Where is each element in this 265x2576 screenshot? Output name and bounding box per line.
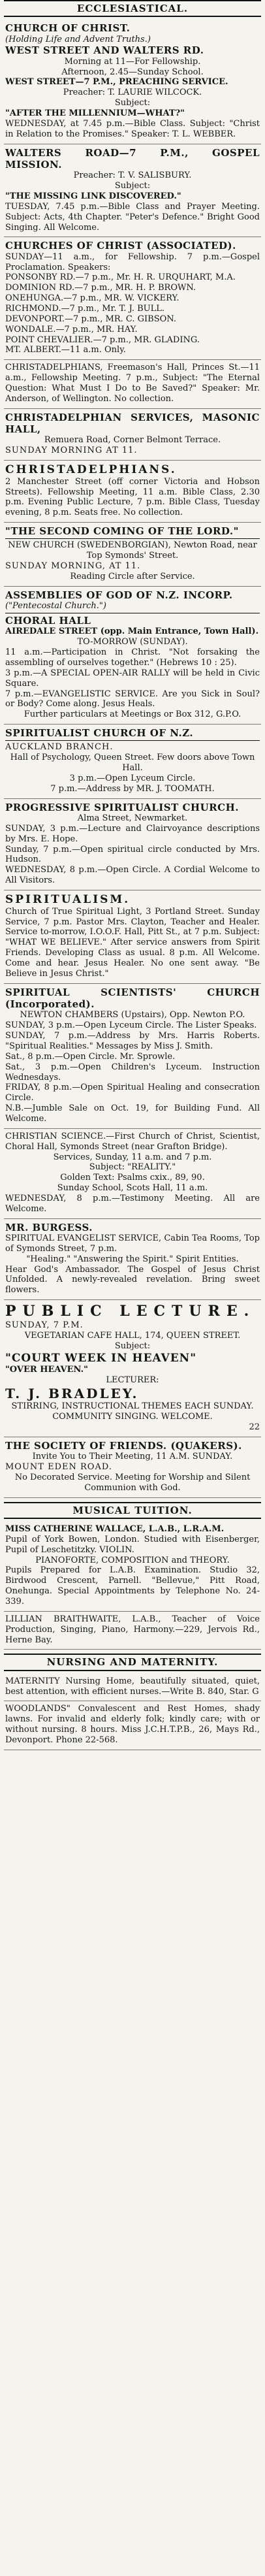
ad-line: Sunday, 7 p.m.—Open spiritual circle conducted by Mrs. Hudson. (5, 844, 260, 865)
ad-line: POINT CHEVALIER.—7 p.m., MR. GLADING. (5, 334, 200, 345)
ad-line: "THE SECOND COMING OF THE LORD." (5, 525, 239, 538)
ad-line: 7 p.m.—Address by MR. J. TOOMATH. (50, 783, 215, 794)
ad-line: MATERNITY Nursing Home, beautifully situated, quiet, best attention, with efficient nurses.—Write B. 840, Star. G (5, 1676, 260, 1697)
ad-line: SUNDAY MORNING AT 11. (5, 446, 138, 456)
ad-line: WEST STREET—7 P.M., PREACHING SERVICE. (5, 77, 228, 88)
advertisement (4, 20, 261, 144)
advertisement (4, 1612, 261, 1650)
ad-line: SPIRITUALIST CHURCH OF N.Z. (5, 727, 194, 740)
ad-line: Pupils Prepared for L.A.B. Examination. Studio 32, Birdwood Crescent, Parnell. "Bellevue," Pitt Road, Onehunga. Special Appointments by Telephone No. 24-339. (5, 1565, 260, 1607)
ad-line: "AFTER THE MILLENNIUM—WHAT?" (5, 108, 185, 119)
ad-line: ("Pentecostal Church.") (5, 601, 106, 611)
ad-line: Further particulars at Meetings or Box 312, G.P.O. (23, 709, 242, 720)
ad-line: Church of True Spiritual Light, 3 Portland Street. Sunday Service, 7 p.m. Pastor Mrs. Clayton, Teacher and Healer. Service to-morrow, I.O.O.F. Hall, Pitt St., at 7 p.m. Subject: "WHAT WE BELIEVE." After service answers from Spirit Friends. Developing Class as usual. 8 p.m. All Welcome. Come and hear. Jesus Healer. No one sent away. "Be Believe in Jesus Christ." (5, 906, 260, 979)
advertisement (4, 587, 261, 725)
ad-line: LILLIAN BRAITHWAITE, L.A.B., Teacher of Voice Production, Singing, Piano, Harmony.—229, Jervois Rd., Herne Bay. (5, 1614, 260, 1645)
ad-line: Preacher: T. LAURIE WILCOCK. (63, 88, 202, 98)
ad-line: NEWTON CHAMBERS (Upstairs), Opp. Newton P.O. (20, 1010, 245, 1020)
ad-line: WONDALE.—7 p.m., MR. HAY. (5, 324, 138, 334)
ad-line: TUESDAY, 7.45 p.m.—Bible Class and Prayer Meeting. Subject: Acts, 4th Chapter. "Peter's Defence." Bright Good Singing. All Welcome. (5, 201, 260, 233)
ad-line: SUNDAY MORNING, AT 11. (5, 561, 141, 572)
advertisement (4, 725, 261, 799)
ad-line: WEDNESDAY, at 7.45 p.m.—Bible Class. Subject: "Christ in Relation to the Promises." Speaker: T. L. WEBBER. (5, 118, 260, 139)
ad-line: Subject: (114, 181, 151, 191)
ad-line: (Holding Life and Advent Truths.) (5, 34, 151, 44)
ad-line: ONEHUNGA.—7 p.m., MR. W. VICKERY. (5, 293, 179, 304)
ad-line: DEVONPORT.—7 p.m., MR. C. GIBSON. (5, 314, 176, 324)
ad-line: 11 a.m.—Participation in Christ. "Not forsaking the assembling of ourselves together." (Hebrews 10 : 25). (5, 647, 260, 668)
advertisement (4, 1522, 261, 1612)
advertisement (4, 409, 261, 461)
advertisement (4, 984, 261, 1129)
ad-line: WOODLANDS" Convalescent and Rest Homes, shady lawns. For invalid and elderly folk; kindly care; with or without nursing. 8 hours. Miss J.C.H.T.P.B., 26, Mays Rd., Devonport. Phone 22-568. (5, 1704, 260, 1746)
ad-line: PONSONBY RD.—7 p.m., Mr. H. R. URQUHART, M.A. (5, 272, 236, 283)
ad-line: WEDNESDAY, 8 p.m.—Testimony Meeting. All are Welcome. (5, 1193, 260, 1214)
ad-line: 7 p.m.—EVANGELISTIC SERVICE. Are you Sick in Soul? or Body? Come along. Jesus Heals. (5, 689, 260, 709)
ad-line: Subject: (114, 98, 151, 108)
ad-line: Sat., 3 p.m.—Open Children's Lyceum. Instruction Wednesdays. (5, 1062, 260, 1083)
section-heading: NURSING AND MATERNITY. (4, 1654, 261, 1671)
advertisement (4, 1674, 261, 1702)
advertisement (4, 1219, 261, 1300)
ad-line: SUNDAY, 3 p.m.—Open Lyceum Circle. The Lister Speaks. (5, 1020, 257, 1031)
advertisement (4, 237, 261, 360)
ad-line: Hear God's Ambassador. The Gospel of Jesus Christ Unfolded. A newly-revealed revelation. Bring sweet flowers. (5, 1264, 260, 1296)
ad-line: CHURCH OF CHRIST. (5, 22, 131, 35)
divider-rule (5, 538, 260, 539)
ad-line: WEDNESDAY, 8 p.m.—Open Circle. A Cordial Welcome to All Visitors. (5, 865, 260, 886)
ad-line: MT. ALBERT.—11 a.m. Only. (5, 345, 126, 355)
ad-line: 2 Manchester Street (off corner Victoria and Hobson Streets). Fellowship Meeting, 11 a.m. Bible Class, 2.30 p.m. Evening Public Lecture, 7 p.m. Bible Class, Tuesday evening, 8 p.m. Seats free. No collection. (5, 476, 260, 518)
advertisement (4, 890, 261, 984)
ad-line: Invite You to Their Meeting, 11 A.M. SUNDAY. (32, 1452, 233, 1462)
ad-line: THE SOCIETY OF FRIENDS. (QUAKERS). (5, 1439, 242, 1452)
ad-line: Pupil of York Bowen, London. Studied with Eisenberger, Pupil of Leschetitzky. VIOLIN. (5, 1534, 260, 1555)
ad-line: Sat., 8 p.m.—Open Circle. Mr. Sprowle. (5, 1051, 176, 1062)
advertisement (4, 360, 261, 408)
ad-line: SPIRITUAL SCIENTISTS' CHURCH (Incorporated). (5, 986, 260, 1011)
advertisement (4, 1437, 261, 1498)
ad-line: SUNDAY, 7 p.m.—Address by Mrs. Harris Roberts. "Spiritual Realities." Messages by Miss J. Smith. (5, 1031, 260, 1051)
ad-line: CHORAL HALL (5, 615, 91, 627)
section-heading: MUSICAL TUITION. (4, 1502, 261, 1519)
ad-line: No Decorated Service. Meeting for Worship and Silent Communion with God. (14, 1472, 251, 1493)
ad-line: "OVER HEAVEN." (5, 1365, 88, 1375)
advertisement (4, 461, 261, 523)
ad-line: Subject: "REALITY." (89, 1162, 176, 1173)
advertisement (4, 1129, 261, 1219)
ad-line: LECTURER: (106, 1375, 159, 1386)
ad-line: T. J. BRADLEY. (5, 1386, 139, 1401)
ad-line: Alma Street, Newmarket. (77, 813, 188, 823)
ad-line: FRIDAY, 8 p.m.—Open Spiritual Healing and consecration Circle. (5, 1083, 260, 1103)
ad-line: PIANOFORTE, COMPOSITION and THEORY. (35, 1555, 230, 1565)
ad-line: Golden Text: Psalms cxix., 89, 90. (60, 1173, 205, 1183)
advertisement (4, 144, 261, 238)
ad-line: NEW CHURCH (SWEDENBORGIAN), Newton Road, near Top Symonds' Street. (8, 540, 257, 561)
ad-line: MISS CATHERINE WALLACE, L.A.B., L.R.A.M. (5, 1524, 225, 1534)
ad-line: Hall of Psychology, Queen Street. Few doors above Town Hall. (10, 753, 255, 774)
ad-line: 22 (249, 1422, 260, 1433)
ad-line: CHRISTADELPHIANS, Freemason's Hall, Princes St.—11 a.m., Fellowship Meeting. 7 p.m., Subject: "The Eternal Question: What Must I Do to Be Saved?" Speaker: Mr. Anderson, of Wellington. No collection. (5, 363, 260, 404)
ad-line: N.B.—Jumble Sale on Oct. 19, for Building Fund. All Welcome. (5, 1103, 260, 1124)
ad-line: Remuera Road, Corner Belmont Terrace. (44, 435, 221, 446)
ad-line: WALTERS ROAD—7 P.M., GOSPEL MISSION. (5, 146, 260, 171)
ad-line: AIREDALE STREET (opp. Main Entrance, Town Hall). (5, 627, 259, 637)
ad-line: VEGETARIAN CAFE HALL, 174, QUEEN STREET. (24, 1330, 241, 1341)
ad-line: "Healing." "Answering the Spirit." Spirit Entities. (26, 1254, 239, 1264)
ad-line: Sunday School, Scots Hall, 11 a.m. (57, 1183, 208, 1194)
ad-line: STIRRING, INSTRUCTIONAL THEMES EACH SUNDAY. (11, 1401, 254, 1412)
ad-line: Preacher: T. V. SALISBURY. (73, 171, 192, 181)
ad-line: PUBLIC LECTURE. (5, 1303, 256, 1320)
ad-line: CHRISTADELPHIANS. (5, 463, 177, 477)
ad-line: 3 p.m.—A SPECIAL OPEN-AIR RALLY will be held in Civic Square. (5, 668, 260, 689)
advertisement (4, 1300, 261, 1437)
divider-rule (5, 740, 260, 741)
ad-line: DOMINION RD.—7 p.m., MR. H. P. BROWN. (5, 283, 196, 293)
ad-line: PROGRESSIVE SPIRITUALIST CHURCH. (5, 801, 239, 813)
ad-line: ASSEMBLIES OF GOD OF N.Z. INCORP. (5, 589, 233, 601)
ad-line: TO-MORROW (SUNDAY). (77, 637, 188, 647)
ad-line: 3 p.m.—Open Lyceum Circle. (69, 773, 196, 783)
ad-line: Reading Circle after Service. (70, 572, 195, 582)
ad-line: AUCKLAND BRANCH. (5, 742, 114, 753)
advertisement (4, 799, 261, 890)
ad-line: WEST STREET AND WALTERS RD. (5, 44, 204, 57)
ad-line: Subject: (114, 1341, 151, 1351)
advertisement (4, 1701, 261, 1750)
ad-line: "COURT WEEK IN HEAVEN" (5, 1351, 197, 1365)
ad-line: MR. BURGESS. (5, 1221, 93, 1233)
ad-line: SPIRITUAL EVANGELIST SERVICE, Cabin Tea Rooms, Top of Symonds Street, 7 p.m. (5, 1233, 260, 1254)
ad-line: SUNDAY, 7 P.M. (5, 1320, 84, 1330)
ad-line: MOUNT EDEN ROAD. (5, 1462, 112, 1473)
ad-line: Services, Sunday, 11 a.m. and 7 p.m. (53, 1152, 212, 1162)
ad-line: SUNDAY, 3 p.m.—Lecture and Clairvoyance descriptions by Mrs. E. Hope. (5, 823, 260, 844)
section-heading: ECCLESIASTICAL. (4, 0, 261, 17)
ad-line: RICHMOND.—7 p.m., Mr. T. J. BULL. (5, 303, 164, 314)
ad-line: SPIRITUALISM. (5, 893, 131, 907)
advertisement (4, 523, 261, 587)
ad-line: Afternoon, 2.45—Sunday School. (61, 67, 204, 77)
ad-line: COMMUNITY SINGING. WELCOME. (52, 1412, 213, 1422)
ad-line: CHRISTADELPHIAN SERVICES, MASONIC HALL, (5, 411, 260, 435)
ad-line: Morning at 11—For Fellowship. (64, 56, 201, 67)
ad-line: CHURCHES OF CHRIST (ASSOCIATED). (5, 240, 236, 252)
ad-line: "THE MISSING LINK DISCOVERED." (5, 191, 181, 201)
ad-line: CHRISTIAN SCIENCE.—First Church of Christ, Scientist, Choral Hall, Symonds Street (near Grafton Bridge). (5, 1131, 260, 1152)
ad-line: SUNDAY—11 a.m., for Fellowship. 7 p.m.—Gospel Proclamation. Speakers: (5, 252, 260, 272)
